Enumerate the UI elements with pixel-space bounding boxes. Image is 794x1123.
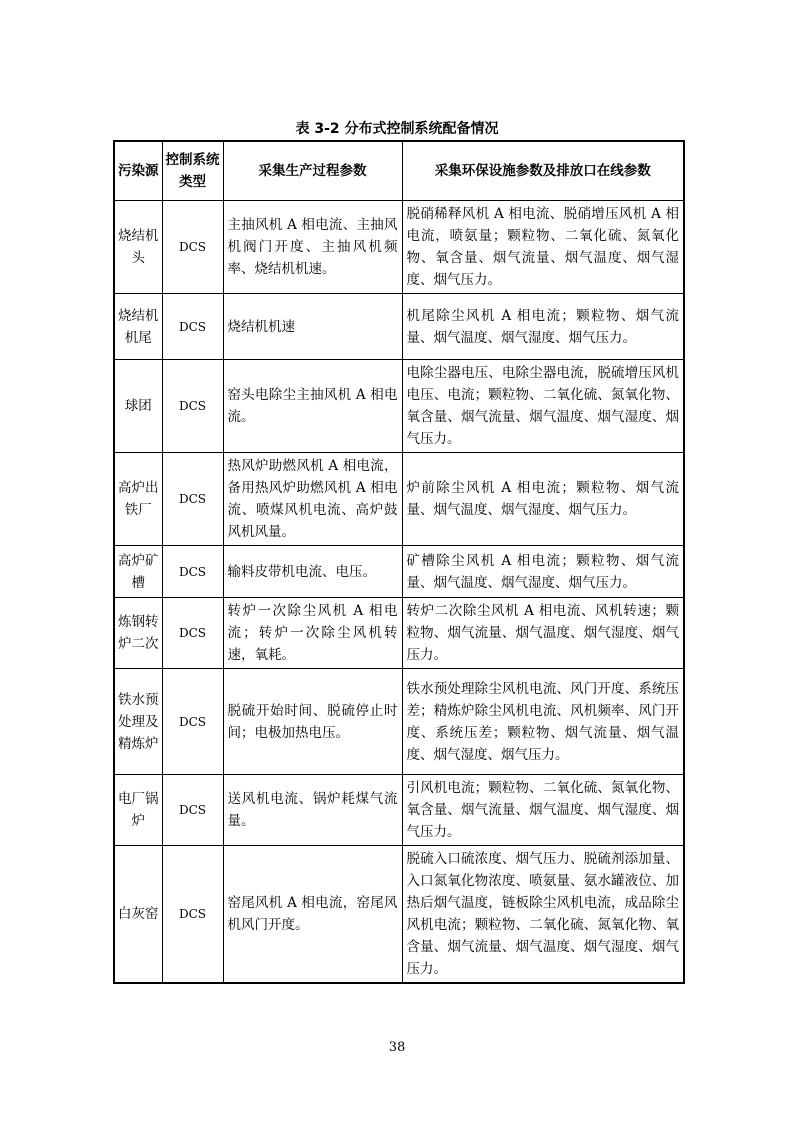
- cell-system: DCS: [162, 775, 223, 846]
- cell-process: 窑尾风机 A 相电流，窑尾风机风门开度。: [223, 846, 402, 984]
- cell-source: 高炉矿槽: [114, 546, 162, 598]
- cell-process: 窑头电除尘主抽风机 A 相电流。: [223, 360, 402, 453]
- table-row: [114, 775, 684, 846]
- cell-process: 脱硫开始时间、脱硫停止时间；电极加热电压。: [223, 669, 402, 775]
- table-body: [114, 201, 684, 984]
- table-row: [114, 201, 684, 294]
- cell-system: DCS: [162, 294, 223, 360]
- cell-env: 铁水预处理除尘风机电流、风门开度、系统压差；精炼炉除尘风机电流、风机频率、风门开度、系统压差；颗粒物、烟气流量、烟气温度、烟气湿度、烟气压力。: [402, 669, 684, 775]
- cell-system: DCS: [162, 360, 223, 453]
- cell-system: DCS: [162, 598, 223, 669]
- page-number: 38: [388, 1040, 406, 1055]
- cell-source: 白灰窑: [114, 846, 162, 984]
- table-row: [114, 669, 684, 775]
- cell-env: 转炉二次除尘风机 A 相电流、风机转速；颗粒物、烟气流量、烟气温度、烟气湿度、烟气压力。: [402, 598, 684, 669]
- cell-env: 炉前除尘风机 A 相电流；颗粒物、烟气流量、烟气温度、烟气湿度、烟气压力。: [402, 453, 684, 546]
- cell-source: 铁水预处理及精炼炉: [114, 669, 162, 775]
- table-caption: 表 3-2 分布式控制系统配备情况: [295, 121, 499, 137]
- cell-env: 电除尘器电压、电除尘器电流，脱硫增压风机电压、电流；颗粒物、二氧化硫、氮氧化物、氧含量、烟气流量、烟气温度、烟气湿度、烟气压力。: [402, 360, 684, 453]
- cell-source: 电厂锅炉: [114, 775, 162, 846]
- header-system: 控制系统类型: [162, 141, 223, 201]
- cell-env: 机尾除尘风机 A 相电流；颗粒物、烟气流量、烟气温度、烟气湿度、烟气压力。: [402, 294, 684, 360]
- cell-system: DCS: [162, 669, 223, 775]
- cell-process: 输料皮带机电流、电压。: [223, 546, 402, 598]
- cell-source: 炼钢转炉二次: [114, 598, 162, 669]
- header-source: 污染源: [114, 141, 162, 201]
- cell-env: 脱硫入口硫浓度、烟气压力、脱硫剂添加量、入口氮氧化物浓度、喷氨量、氨水罐液位、加热后烟气温度，链板除尘风机电流，成品除尘风机电流；颗粒物、二氧化硫、氮氧化物、氧含量、烟气流量、烟气温度、烟气湿度、烟气压力。: [402, 846, 684, 984]
- cell-source: 烧结机头: [114, 201, 162, 294]
- header-env: 采集环保设施参数及排放口在线参数: [402, 141, 684, 201]
- cell-env: 脱硝稀释风机 A 相电流、脱硝增压风机 A 相电流，喷氨量；颗粒物、二氧化硫、氮氧化物、氧含量、烟气流量、烟气温度、烟气湿度、烟气压力。: [402, 201, 684, 294]
- dcs-table: [113, 140, 685, 984]
- cell-process: 转炉一次除尘风机 A 相电流；转炉一次除尘风机转速，氧耗。: [223, 598, 402, 669]
- table-row: [114, 846, 684, 984]
- cell-system: DCS: [162, 453, 223, 546]
- cell-process: 送风机电流、锅炉耗煤气流量。: [223, 775, 402, 846]
- table-row: [114, 598, 684, 669]
- table-row: [114, 546, 684, 598]
- table-row: [114, 453, 684, 546]
- cell-source: 高炉出铁厂: [114, 453, 162, 546]
- cell-source: 球团: [114, 360, 162, 453]
- cell-system: DCS: [162, 546, 223, 598]
- header-process: 采集生产过程参数: [223, 141, 402, 201]
- cell-process: 烧结机机速: [223, 294, 402, 360]
- cell-process: 热风炉助燃风机 A 相电流，备用热风炉助燃风机 A 相电流、喷煤风机电流、高炉鼓风机风量。: [223, 453, 402, 546]
- table-header-row: [114, 141, 684, 201]
- cell-env: 矿槽除尘风机 A 相电流；颗粒物、烟气流量、烟气温度、烟气湿度、烟气压力。: [402, 546, 684, 598]
- table-row: [114, 360, 684, 453]
- table-row: [114, 294, 684, 360]
- cell-system: DCS: [162, 846, 223, 984]
- cell-source: 烧结机机尾: [114, 294, 162, 360]
- cell-env: 引风机电流；颗粒物、二氧化硫、氮氧化物、氧含量、烟气流量、烟气温度、烟气湿度、烟气压力。: [402, 775, 684, 846]
- cell-process: 主抽风机 A 相电流、主抽风机阀门开度、主抽风机频率、烧结机机速。: [223, 201, 402, 294]
- cell-system: DCS: [162, 201, 223, 294]
